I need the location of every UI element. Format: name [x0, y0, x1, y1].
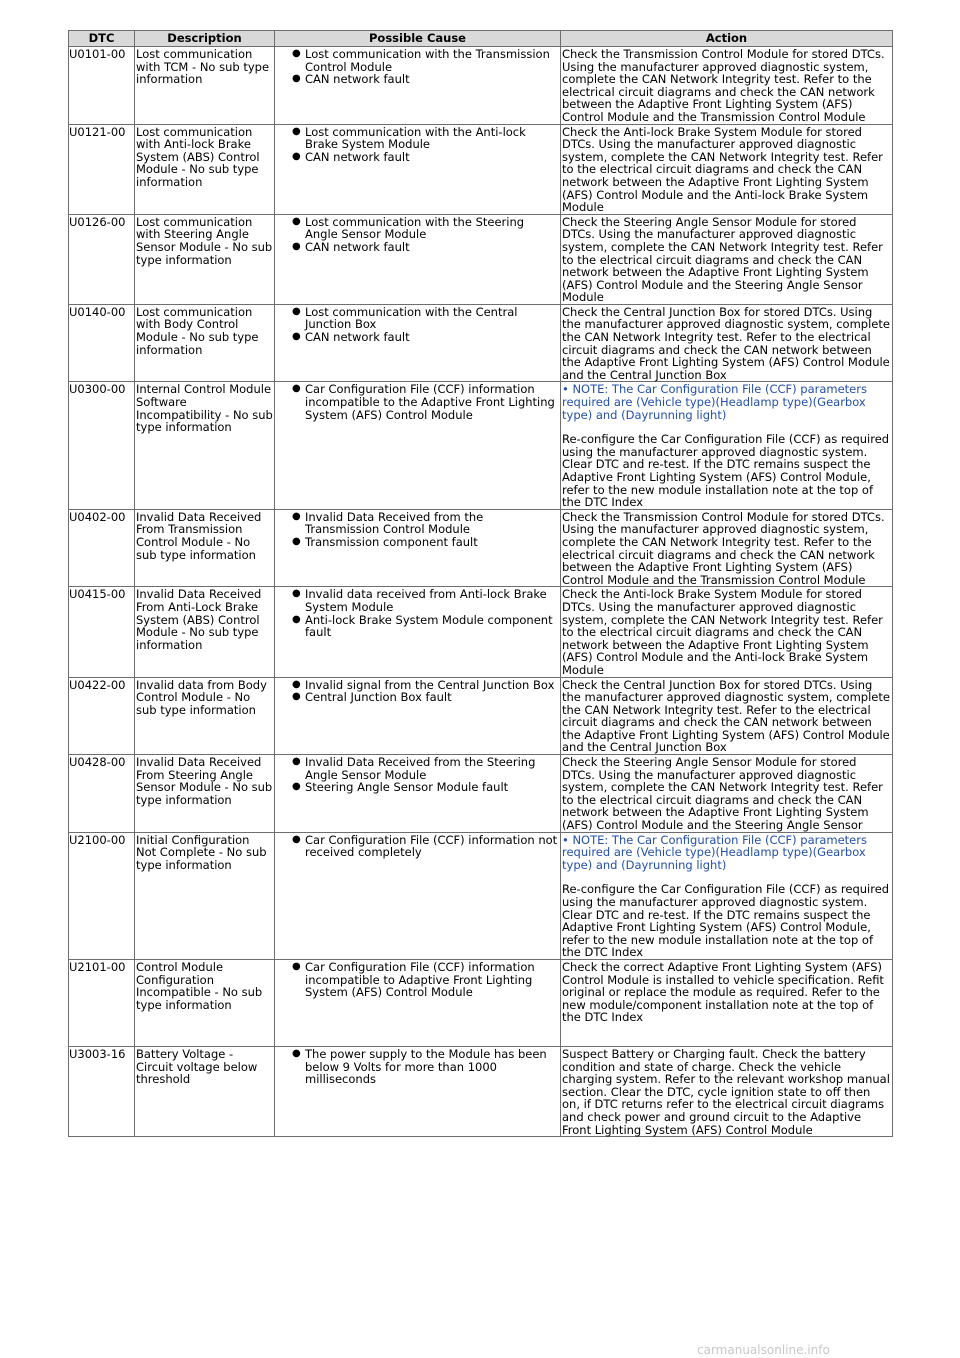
possible-cause-cell [275, 304, 561, 382]
dtc-description: Invalid Data Received From Steering Angle Sensor Module - No sub type information [135, 755, 275, 833]
cause-text: Invalid data received from Anti-lock Brake System Module [305, 587, 547, 614]
action-cell [561, 214, 893, 304]
bullet-icon: ● [292, 125, 301, 137]
action-text: Check the correct Adaptive Front Lighting System (AFS) Control Module is installed to vehicle specification. Refit original or replace the module as required. Refer to the new module/component installation note at the top of the DTC Index [562, 959, 884, 1025]
cause-text: Lost communication with the Anti-lock Brake System Module [305, 124, 526, 152]
table-row [69, 304, 893, 382]
possible-cause-cell [275, 47, 561, 125]
action-text: Check the Transmission Control Module for stored DTCs. Using the manufacturer approved diagnostic system, complete the CAN Network Integrity test. Refer to the electrical circuit diagrams and check the CAN network between the Adaptive Front Lighting System (AFS) Control Module and the Transmission Control Module [562, 509, 885, 587]
cause-item [275, 151, 559, 164]
bullet-icon: ● [292, 305, 301, 317]
cause-text: CAN network fault [305, 149, 410, 164]
dtc-description: Initial Configuration Not Complete - No sub type information [135, 832, 275, 959]
dtc-code: U0402-00 [69, 509, 135, 587]
table-row [69, 214, 893, 304]
dtc-description: Lost communication with Body Control Module - No sub type information [135, 304, 275, 382]
action-text: Check the Anti-lock Brake System Module for stored DTCs. Using the manufacturer approved diagnostic system, complete the CAN Network Integrity test. Refer to the electrical circuit diagrams and check the CAN network between the Adaptive Front Lighting System (AFS) Control Module and the Anti-lock Brake System Module [562, 124, 883, 215]
action-cell [561, 755, 893, 833]
cause-text: Invalid Data Received from the Transmission Control Module [305, 509, 484, 537]
cause-item [275, 691, 559, 704]
cause-list [275, 383, 559, 421]
bullet-icon: ● [292, 613, 301, 625]
dtc-description: Control Module Configuration Incompatible - No sub type information [135, 959, 275, 1046]
cause-item [275, 306, 559, 331]
cause-text: Car Configuration File (CCF) information incompatible to Adaptive Front Lighting System (AFS) Control Module [305, 959, 535, 1000]
cause-text: Lost communication with the Steering Angle Sensor Module [305, 214, 525, 242]
watermark-logo: carmanualsonline.info [697, 1343, 830, 1357]
action-cell [561, 832, 893, 959]
dtc-code: U0121-00 [69, 124, 135, 214]
bullet-icon: ● [292, 833, 301, 845]
possible-cause-cell [275, 509, 561, 587]
action-cell [561, 509, 893, 587]
dtc-description: Invalid data from Body Control Module - No sub type information [135, 677, 275, 755]
cause-list [275, 679, 559, 704]
cause-text: Invalid Data Received from the Steering Angle Sensor Module [305, 755, 536, 782]
bullet-icon: ● [292, 535, 301, 547]
dtc-code: U0422-00 [69, 677, 135, 755]
row-spacer [562, 1024, 891, 1046]
cause-list [275, 216, 559, 254]
possible-cause-cell [275, 587, 561, 677]
table-row [69, 382, 893, 509]
bullet-icon: ● [292, 781, 301, 793]
cause-list [275, 961, 559, 999]
table-row [69, 47, 893, 125]
note-text: • NOTE: The Car Configuration File (CCF) parameters required are (Vehicle type)(Headlamp type)(Gearbox type) and (Dayrunning light) [562, 382, 867, 422]
cause-list [275, 1048, 559, 1086]
possible-cause-cell [275, 677, 561, 755]
cause-text: CAN network fault [305, 72, 410, 87]
cause-list [275, 126, 559, 164]
table-header-row [69, 31, 893, 47]
dtc-description: Lost communication with TCM - No sub type information [135, 47, 275, 125]
action-text: Check the Anti-lock Brake System Module for stored DTCs. Using the manufacturer approved diagnostic system, complete the CAN Network Integrity test. Refer to the electrical circuit diagrams and check the CAN network between the Adaptive Front Lighting System (AFS) Control Module and the Anti-lock Brake System Module [562, 587, 883, 677]
table-row [69, 509, 893, 587]
cause-text: Car Configuration File (CCF) information not received completely [305, 832, 558, 860]
table-row [69, 755, 893, 833]
cause-item [275, 126, 559, 151]
header-dtc: DTC [69, 31, 135, 47]
action-cell [561, 587, 893, 677]
bullet-icon: ● [292, 383, 301, 395]
cause-text: CAN network fault [305, 239, 410, 254]
cause-text: Anti-lock Brake System Module component fault [305, 612, 553, 640]
bullet-icon: ● [292, 510, 301, 522]
action-text: Re-configure the Car Configuration File (CCF) as required using the manufacturer approved diagnostic system. Clear DTC and re-test. If the DTC remains suspect the Adaptive Front Lighting System (AFS) Control Module, refer to the new module installation note at the top of the DTC Index [562, 882, 890, 960]
action-text: Re-configure the Car Configuration File (CCF) as required using the manufacturer approved diagnostic system. Clear DTC and re-test. If the DTC remains suspect the Adaptive Front Lighting System (AFS) Control Module, refer to the new module installation note at the top of the DTC Index [562, 432, 890, 510]
cause-item [275, 536, 559, 549]
bullet-icon: ● [292, 73, 301, 85]
cause-list [275, 48, 559, 86]
dtc-code: U0300-00 [69, 382, 135, 509]
action-text: Check the Central Junction Box for stored DTCs. Using the manufacturer approved diagnostic system, complete the CAN Network Integrity test. Refer to the electrical circuit diagrams and check the CAN network between the Adaptive Front Lighting System (AFS) Control Module and the Central Junction Box [562, 677, 890, 755]
table-row [69, 677, 893, 755]
dtc-code: U2100-00 [69, 832, 135, 959]
action-text: Check the Steering Angle Sensor Module for stored DTCs. Using the manufacturer approved diagnostic system, complete the CAN Network Integrity test. Refer to the electrical circuit diagrams and check the CAN network between the Adaptive Front Lighting System (AFS) Control Module and the Steering Angle Sensor Module [562, 214, 883, 305]
bullet-icon: ● [292, 960, 301, 972]
possible-cause-cell [275, 382, 561, 509]
cause-item [275, 511, 559, 536]
table-row [69, 587, 893, 677]
cause-item [275, 588, 559, 613]
table-row [69, 1046, 893, 1136]
bullet-icon: ● [292, 756, 301, 768]
header-description: Description [135, 31, 275, 47]
action-cell [561, 1046, 893, 1136]
dtc-code: U0126-00 [69, 214, 135, 304]
cause-item [275, 48, 559, 73]
dtc-code: U3003-16 [69, 1046, 135, 1136]
bullet-icon: ● [292, 678, 301, 690]
cause-text: Steering Angle Sensor Module fault [305, 780, 509, 795]
note-text: • NOTE: The Car Configuration File (CCF) parameters required are (Vehicle type)(Headlamp type)(Gearbox type) and (Dayrunning light) [562, 832, 867, 872]
cause-text: The power supply to the Module has been below 9 Volts for more than 1000 milliseconds [305, 1046, 547, 1087]
possible-cause-cell [275, 959, 561, 1046]
cause-list [275, 306, 559, 344]
possible-cause-cell [275, 832, 561, 959]
cause-item [275, 614, 559, 639]
action-text: Suspect Battery or Charging fault. Check the battery condition and state of charge. Check the vehicle charging system. Refer to the relevant workshop manual section. Clear the DTC, cycle ignition state to off then on, if DTC returns refer to the electrical circuit diagrams and check power and ground circuit to the Adaptive Front Lighting System (AFS) Control Module [562, 1046, 890, 1137]
dtc-description: Invalid Data Received From Anti-Lock Brake System (ABS) Control Module - No sub type information [135, 587, 275, 677]
dtc-page [68, 30, 892, 1137]
bullet-icon: ● [292, 48, 301, 59]
action-cell [561, 47, 893, 125]
bullet-icon: ● [292, 588, 301, 600]
cause-text: Invalid signal from the Central Junction Box [305, 677, 555, 692]
cause-item [275, 241, 559, 254]
dtc-code: U0415-00 [69, 587, 135, 677]
cause-item [275, 216, 559, 241]
header-possible-cause: Possible Cause [275, 31, 561, 47]
action-cell [561, 959, 893, 1046]
cause-item [275, 961, 559, 999]
cause-text: Car Configuration File (CCF) information incompatible to the Adaptive Front Lighting System (AFS) Control Module [305, 382, 555, 422]
dtc-code: U0428-00 [69, 755, 135, 833]
cause-text: Lost communication with the Central Junction Box [305, 304, 518, 332]
dtc-description: Battery Voltage - Circuit voltage below threshold [135, 1046, 275, 1136]
cause-list [275, 756, 559, 794]
dtc-code: U0140-00 [69, 304, 135, 382]
table-row [69, 959, 893, 1046]
action-cell [561, 304, 893, 382]
cause-list [275, 511, 559, 549]
cause-item [275, 781, 559, 794]
header-action: Action [561, 31, 893, 47]
cause-text: Transmission component fault [305, 534, 478, 549]
dtc-description: Lost communication with Steering Angle Sensor Module - No sub type information [135, 214, 275, 304]
possible-cause-cell [275, 214, 561, 304]
cause-item [275, 331, 559, 344]
action-cell [561, 382, 893, 509]
cause-list [275, 588, 559, 638]
dtc-description: Invalid Data Received From Transmission Control Module - No sub type information [135, 509, 275, 587]
cause-item [275, 834, 559, 859]
table-row [69, 832, 893, 959]
possible-cause-cell [275, 1046, 561, 1136]
cause-text: Central Junction Box fault [305, 690, 452, 705]
cause-item [275, 1048, 559, 1086]
action-text: Check the Central Junction Box for stored DTCs. Using the manufacturer approved diagnostic system, complete the CAN Network Integrity test. Refer to the electrical circuit diagrams and check the CAN network between the Adaptive Front Lighting System (AFS) Control Module and the Central Junction Box [562, 304, 890, 382]
bullet-icon: ● [292, 150, 301, 162]
table-body [69, 47, 893, 1137]
dtc-table [68, 30, 893, 1137]
bullet-icon: ● [292, 691, 301, 703]
table-row [69, 124, 893, 214]
bullet-icon: ● [292, 240, 301, 252]
possible-cause-cell [275, 755, 561, 833]
dtc-description: Lost communication with Anti-lock Brake System (ABS) Control Module - No sub type information [135, 124, 275, 214]
cause-text: CAN network fault [305, 330, 410, 345]
action-cell [561, 677, 893, 755]
dtc-description: Internal Control Module Software Incompatibility - No sub type information [135, 382, 275, 509]
possible-cause-cell [275, 124, 561, 214]
cause-item [275, 383, 559, 421]
action-text: Check the Transmission Control Module for stored DTCs. Using the manufacturer approved diagnostic system, complete the CAN Network Integrity test. Refer to the electrical circuit diagrams and check the CAN network between the Adaptive Front Lighting System (AFS) Control Module and the Transmission Control Module [562, 47, 885, 124]
bullet-icon: ● [292, 331, 301, 343]
bullet-icon: ● [292, 1047, 301, 1059]
cause-item [275, 756, 559, 781]
cause-list [275, 834, 559, 859]
cause-item [275, 73, 559, 86]
action-text: Check the Steering Angle Sensor Module for stored DTCs. Using the manufacturer approved diagnostic system, complete the CAN Network Integrity test. Refer to the electrical circuit diagrams and check the CAN network between the Adaptive Front Lighting System (AFS) Control Module and the Steering Angle Sensor [562, 755, 883, 833]
dtc-code: U0101-00 [69, 47, 135, 125]
cause-text: Lost communication with the Transmission Control Module [305, 47, 550, 74]
dtc-code: U2101-00 [69, 959, 135, 1046]
bullet-icon: ● [292, 215, 301, 227]
action-cell [561, 124, 893, 214]
